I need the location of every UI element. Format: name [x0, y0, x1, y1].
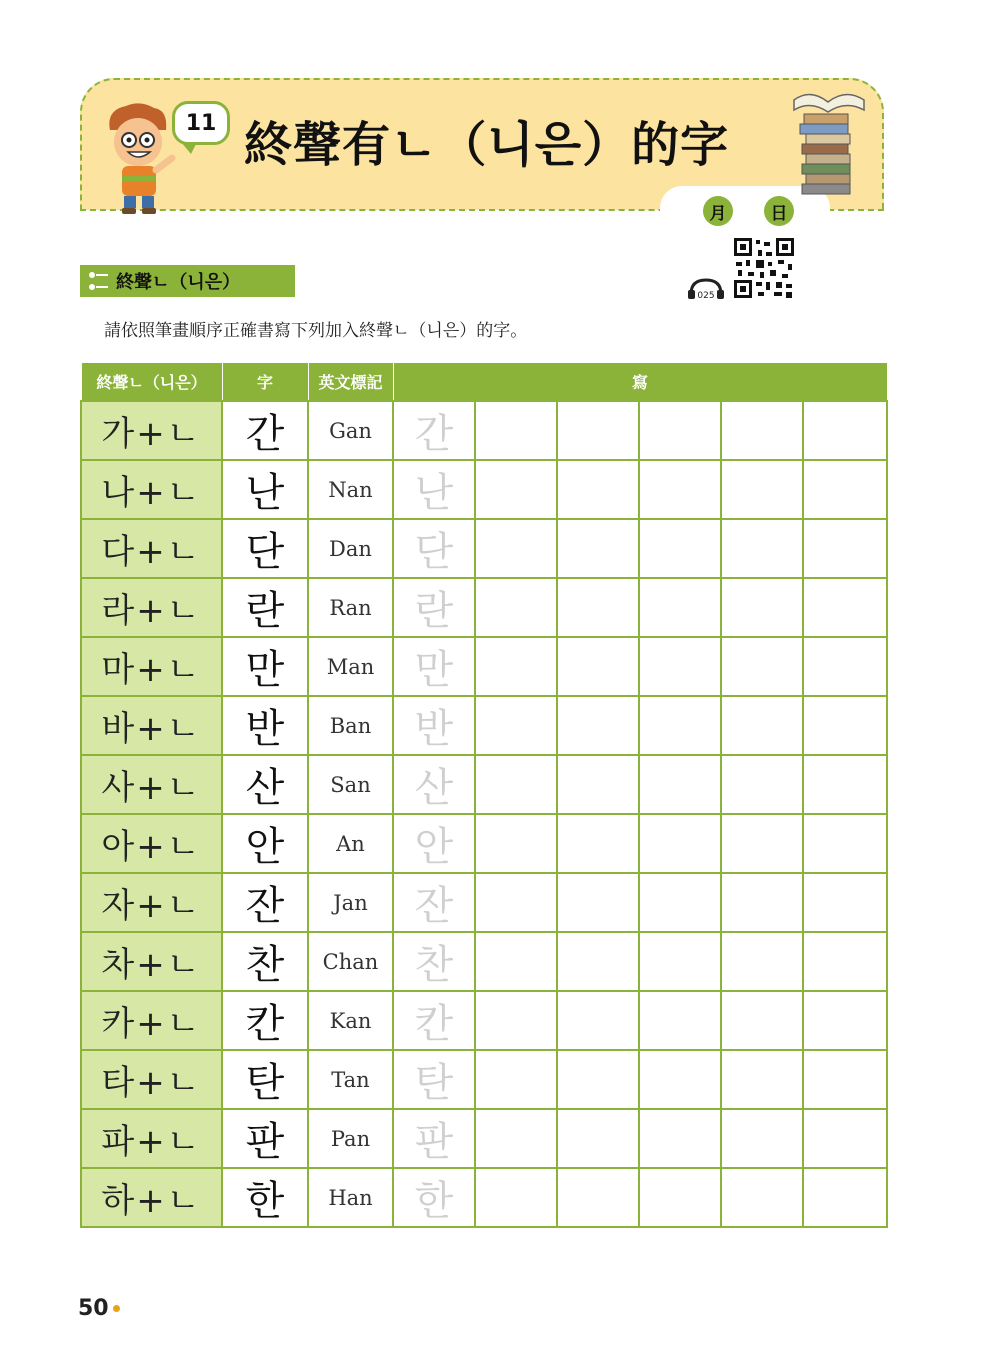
trace-cell: 잔	[393, 873, 475, 932]
writing-box[interactable]	[475, 578, 557, 637]
table-row	[81, 1168, 887, 1227]
character-cell: 안	[222, 814, 308, 873]
section-label: 終聲ㄴ（니은）	[116, 272, 241, 293]
writing-box[interactable]	[475, 401, 557, 460]
trace-cell: 탄	[393, 1050, 475, 1109]
combo-cell: 차+ㄴ	[81, 932, 222, 991]
character-cell: 난	[222, 460, 308, 519]
instruction-text: 請依照筆畫順序正確書寫下列加入終聲ㄴ（니은）的字。	[104, 321, 528, 341]
writing-box[interactable]	[803, 1168, 887, 1227]
combo-cell: 마+ㄴ	[81, 637, 222, 696]
romanization-cell: Jan	[308, 873, 393, 932]
trace-cell: 간	[393, 401, 475, 460]
writing-box[interactable]	[639, 1050, 721, 1109]
writing-box[interactable]	[803, 696, 887, 755]
trace-cell: 난	[393, 460, 475, 519]
table-row	[81, 460, 887, 519]
practice-table	[80, 362, 888, 1228]
writing-box[interactable]	[557, 401, 639, 460]
trace-cell: 칸	[393, 991, 475, 1050]
writing-box[interactable]	[803, 401, 887, 460]
combo-cell: 다+ㄴ	[81, 519, 222, 578]
writing-box[interactable]	[557, 637, 639, 696]
writing-box[interactable]	[639, 873, 721, 932]
combo-cell: 바+ㄴ	[81, 696, 222, 755]
combo-cell: 자+ㄴ	[81, 873, 222, 932]
writing-box[interactable]	[721, 991, 803, 1050]
table-row	[81, 1109, 887, 1168]
writing-box[interactable]	[557, 991, 639, 1050]
writing-box[interactable]	[475, 755, 557, 814]
writing-box[interactable]	[639, 991, 721, 1050]
combo-cell: 라+ㄴ	[81, 578, 222, 637]
writing-box[interactable]	[557, 1168, 639, 1227]
header-final-consonant: 終聲ㄴ（니은）	[81, 363, 222, 402]
combo-cell: 파+ㄴ	[81, 1109, 222, 1168]
trace-cell: 란	[393, 578, 475, 637]
writing-box[interactable]	[721, 696, 803, 755]
writing-box[interactable]	[639, 519, 721, 578]
character-cell: 칸	[222, 991, 308, 1050]
character-cell: 한	[222, 1168, 308, 1227]
writing-box[interactable]	[721, 519, 803, 578]
character-cell: 단	[222, 519, 308, 578]
writing-box[interactable]	[475, 519, 557, 578]
writing-box[interactable]	[557, 1109, 639, 1168]
header-character: 字	[222, 363, 308, 402]
writing-box[interactable]	[475, 460, 557, 519]
trace-cell: 단	[393, 519, 475, 578]
table-row	[81, 932, 887, 991]
writing-box[interactable]	[721, 873, 803, 932]
writing-box[interactable]	[475, 991, 557, 1050]
writing-box[interactable]	[475, 696, 557, 755]
combo-cell: 타+ㄴ	[81, 1050, 222, 1109]
writing-box[interactable]	[475, 814, 557, 873]
writing-box[interactable]	[475, 1050, 557, 1109]
writing-box[interactable]	[803, 637, 887, 696]
writing-box[interactable]	[721, 755, 803, 814]
romanization-cell: Dan	[308, 519, 393, 578]
writing-box[interactable]	[475, 873, 557, 932]
writing-box[interactable]	[721, 578, 803, 637]
table-row	[81, 814, 887, 873]
writing-box[interactable]	[639, 814, 721, 873]
writing-box[interactable]	[803, 460, 887, 519]
table-row	[81, 401, 887, 460]
writing-box[interactable]	[557, 578, 639, 637]
writing-box[interactable]	[557, 460, 639, 519]
writing-box[interactable]	[639, 696, 721, 755]
table-row	[81, 1050, 887, 1109]
combo-cell: 가+ㄴ	[81, 401, 222, 460]
table-row	[81, 637, 887, 696]
writing-box[interactable]	[721, 1109, 803, 1168]
writing-box[interactable]	[557, 873, 639, 932]
writing-box[interactable]	[639, 578, 721, 637]
trace-cell: 만	[393, 637, 475, 696]
page-number: 50	[78, 1296, 109, 1321]
writing-box[interactable]	[721, 401, 803, 460]
romanization-cell: Kan	[308, 991, 393, 1050]
romanization-cell: Nan	[308, 460, 393, 519]
writing-box[interactable]	[557, 696, 639, 755]
bullet-dots-icon	[80, 265, 116, 297]
lesson-number-badge	[172, 101, 230, 145]
writing-box[interactable]	[803, 873, 887, 932]
section-header	[80, 265, 295, 297]
header-romanization: 英文標記	[308, 363, 393, 402]
character-cell: 찬	[222, 932, 308, 991]
character-cell: 간	[222, 401, 308, 460]
writing-box[interactable]	[803, 932, 887, 991]
writing-box[interactable]	[639, 637, 721, 696]
trace-cell: 반	[393, 696, 475, 755]
combo-cell: 카+ㄴ	[81, 991, 222, 1050]
trace-cell: 찬	[393, 932, 475, 991]
writing-box[interactable]	[557, 519, 639, 578]
table-header-row	[81, 363, 887, 402]
combo-cell: 하+ㄴ	[81, 1168, 222, 1227]
combo-cell: 사+ㄴ	[81, 755, 222, 814]
header-write: 寫	[393, 363, 887, 402]
table-row	[81, 991, 887, 1050]
romanization-cell: Tan	[308, 1050, 393, 1109]
writing-box[interactable]	[475, 932, 557, 991]
writing-box[interactable]	[721, 460, 803, 519]
table-row	[81, 755, 887, 814]
combo-cell: 아+ㄴ	[81, 814, 222, 873]
character-cell: 만	[222, 637, 308, 696]
character-cell: 산	[222, 755, 308, 814]
writing-box[interactable]	[803, 578, 887, 637]
table-row	[81, 696, 887, 755]
writing-box[interactable]	[721, 637, 803, 696]
writing-box[interactable]	[721, 814, 803, 873]
romanization-cell: San	[308, 755, 393, 814]
character-cell: 잔	[222, 873, 308, 932]
writing-box[interactable]	[557, 932, 639, 991]
romanization-cell: Chan	[308, 932, 393, 991]
month-badge: 月	[703, 196, 733, 226]
trace-cell: 판	[393, 1109, 475, 1168]
romanization-cell: An	[308, 814, 393, 873]
writing-box[interactable]	[475, 1168, 557, 1227]
writing-box[interactable]	[803, 1050, 887, 1109]
writing-box[interactable]	[475, 637, 557, 696]
trace-cell: 산	[393, 755, 475, 814]
writing-box[interactable]	[475, 1109, 557, 1168]
audio-track-number: 025	[697, 291, 715, 300]
writing-box[interactable]	[557, 814, 639, 873]
table-row	[81, 578, 887, 637]
writing-box[interactable]	[803, 991, 887, 1050]
writing-box[interactable]	[721, 1050, 803, 1109]
writing-box[interactable]	[639, 932, 721, 991]
writing-box[interactable]	[721, 932, 803, 991]
trace-cell: 한	[393, 1168, 475, 1227]
writing-box[interactable]	[557, 755, 639, 814]
writing-box[interactable]	[557, 1050, 639, 1109]
character-cell: 판	[222, 1109, 308, 1168]
writing-box[interactable]	[639, 1109, 721, 1168]
romanization-cell: Han	[308, 1168, 393, 1227]
writing-box[interactable]	[803, 814, 887, 873]
headphones-icon[interactable]	[688, 278, 728, 300]
writing-box[interactable]	[803, 1109, 887, 1168]
trace-cell: 안	[393, 814, 475, 873]
romanization-cell: Gan	[308, 401, 393, 460]
table-row	[81, 519, 887, 578]
books-illustration-icon	[788, 88, 870, 198]
boy-illustration-icon	[96, 100, 184, 222]
romanization-cell: Pan	[308, 1109, 393, 1168]
writing-box[interactable]	[639, 460, 721, 519]
writing-box[interactable]	[639, 401, 721, 460]
writing-box[interactable]	[639, 755, 721, 814]
writing-box[interactable]	[721, 1168, 803, 1227]
romanization-cell: Ran	[308, 578, 393, 637]
writing-box[interactable]	[803, 755, 887, 814]
page-title: 終聲有ㄴ（니은）的字	[244, 117, 730, 173]
romanization-cell: Man	[308, 637, 393, 696]
table-row	[81, 873, 887, 932]
day-badge: 日	[764, 196, 794, 226]
page-number-dot	[113, 1305, 120, 1312]
qr-code-icon[interactable]	[734, 238, 794, 298]
romanization-cell: Ban	[308, 696, 393, 755]
writing-box[interactable]	[803, 519, 887, 578]
character-cell: 란	[222, 578, 308, 637]
character-cell: 탄	[222, 1050, 308, 1109]
combo-cell: 나+ㄴ	[81, 460, 222, 519]
character-cell: 반	[222, 696, 308, 755]
lesson-number: 11	[185, 110, 217, 136]
writing-box[interactable]	[639, 1168, 721, 1227]
